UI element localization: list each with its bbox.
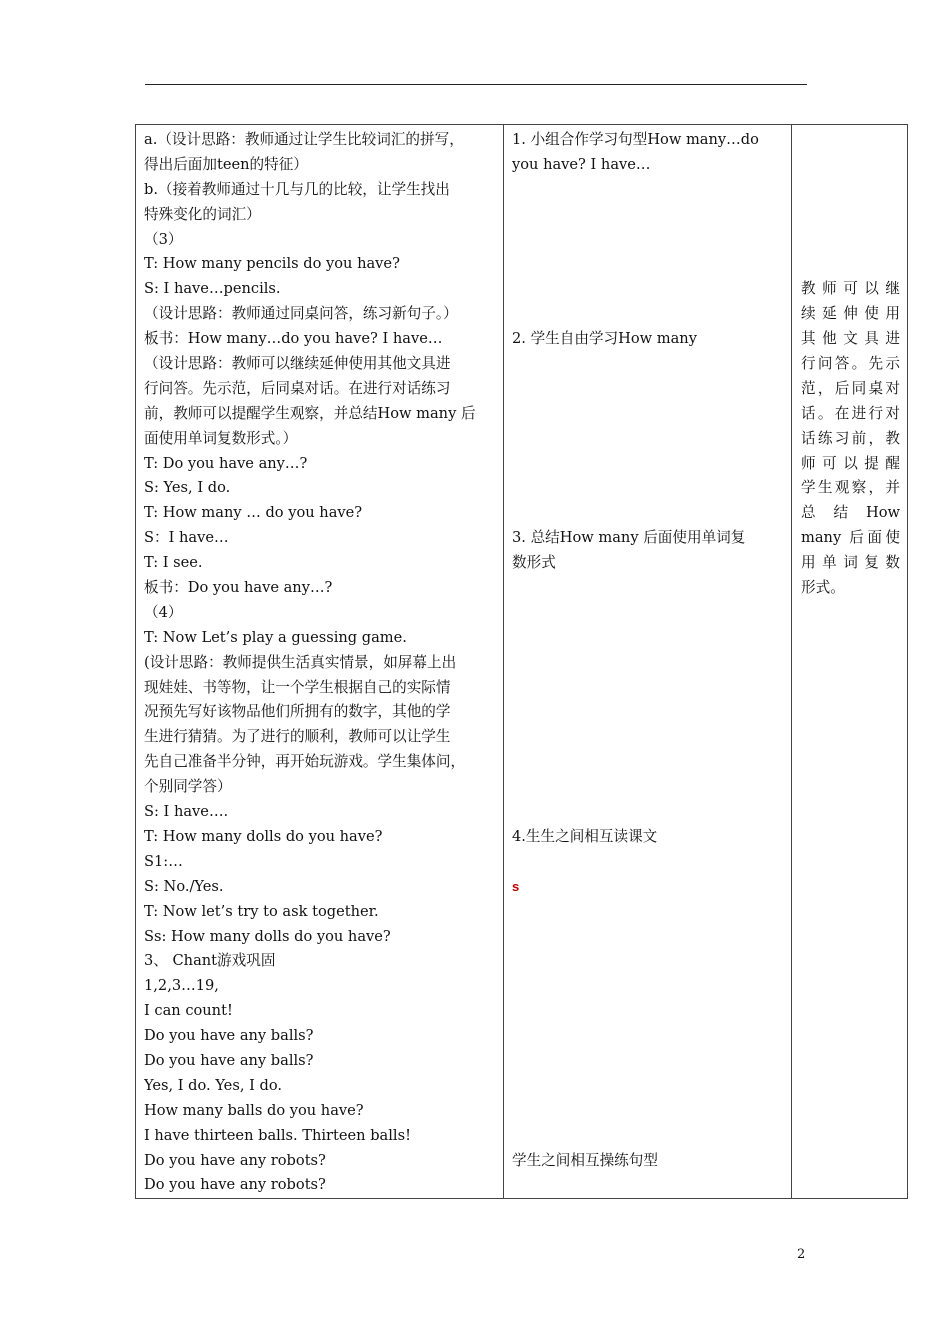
intent-line: many 后面使 (801, 529, 900, 547)
process-line: I have thirteen balls. Thirteen balls! (144, 1126, 411, 1144)
process-line: 先自己准备半分钟，再开始玩游戏。学生集体问， (144, 753, 466, 771)
activity-2: 2. 学生自由学习How many (512, 330, 697, 348)
process-line: 板书：How many…do you have? I have… (144, 330, 443, 348)
process-line: 现娃娃、书等物，让一个学生根据自己的实际情 (144, 678, 451, 696)
page-number: 2 (797, 1247, 806, 1262)
process-line: T: How many … do you have? (144, 504, 363, 522)
process-line: 况预先写好该物品他们所拥有的数字，其他的学 (144, 703, 451, 721)
process-line: （4） (144, 603, 183, 621)
lesson-plan-table (135, 124, 908, 1199)
process-line: a.（设计思路：教师通过让学生比较词汇的拼写， (144, 131, 464, 148)
process-line: T: How many pencils do you have? (144, 255, 400, 273)
process-line: 面使用单词复数形式。） (144, 429, 298, 447)
process-line: Do you have any robots? (144, 1151, 326, 1169)
table-row (136, 125, 908, 1199)
intent-line: 总 结 How (801, 504, 900, 522)
process-line: 生进行猜猜。为了进行的顺利，教师可以让学生 (144, 728, 451, 746)
activity-3-line-1: 3. 总结How many 后面使用单词复 (512, 529, 746, 547)
teaching-process-cell (136, 125, 504, 1199)
header-rule (145, 84, 807, 85)
process-line: 行问答。先示范，后同桌对话。在进行对话练习 (144, 379, 451, 397)
intent-line: 形式。 (801, 579, 845, 597)
intent-line: 其他文具进 (801, 330, 900, 348)
process-line: T: How many dolls do you have? (144, 827, 383, 845)
process-line: S: No./Yes. (144, 877, 224, 895)
teaching-process-text (136, 125, 503, 1198)
intent-line: 用单词复数 (801, 554, 900, 572)
activity-1-line-2: you have? I have… (512, 155, 651, 173)
student-activity-text (504, 125, 791, 1173)
activity-1-line-1: 1. 小组合作学习句型How many…do (512, 131, 759, 148)
process-line: S: I have…. (144, 803, 229, 821)
process-line: S: Yes, I do. (144, 479, 231, 497)
process-line: Yes, I do. Yes, I do. (144, 1076, 283, 1094)
intent-line: 话练习前，教 (801, 429, 900, 447)
process-line: 个别同学答） (144, 778, 232, 796)
process-line: 3、 Chant游戏巩固 (144, 952, 276, 970)
intent-line: 教师可以继 (801, 280, 900, 298)
process-line: I can count! (144, 1002, 233, 1020)
process-line: Do you have any robots? (144, 1176, 326, 1194)
process-line: （3） (144, 230, 183, 248)
design-intent-text (792, 125, 907, 601)
process-line: 1,2,3…19, (144, 977, 219, 995)
design-intent-cell (792, 125, 908, 1199)
process-line: T: Now Let’s play a guessing game. (144, 628, 407, 646)
intent-line: 范，后同桌对 (801, 379, 900, 397)
activity-3-line-2: 数形式 (512, 554, 556, 572)
process-line: (设计思路：教师提供生活真实情景，如屏幕上出 (144, 653, 457, 671)
process-line: S：I have… (144, 529, 229, 547)
intent-line: 续延伸使用 (801, 305, 900, 323)
process-line: Ss: How many dolls do you have? (144, 927, 391, 945)
process-line: Do you have any balls? (144, 1051, 314, 1069)
intent-line: 学生观察，并 (801, 479, 900, 497)
student-activity-cell (504, 125, 792, 1199)
process-line: 得出后面加teen的特征） (144, 155, 308, 173)
intent-line: 行问答。先示 (801, 355, 900, 373)
process-line: （设计思路：教师可以继续延伸使用其他文具进 (144, 355, 451, 373)
activity-bottom: 学生之间相互操练句型 (512, 1151, 658, 1169)
process-line: S1:… (144, 852, 183, 870)
process-line: 特殊变化的词汇） (144, 205, 261, 223)
process-line: T: Do you have any…? (144, 454, 308, 472)
process-line: How many balls do you have? (144, 1101, 364, 1119)
activity-4: 4.生生之间相互读课文 (512, 827, 658, 845)
process-line: T: I see. (144, 554, 203, 572)
process-line: b.（接着教师通过十几与几的比较，让学生找出 (144, 180, 450, 198)
process-line: 板书：Do you have any…? (144, 579, 333, 597)
red-mark: s (512, 878, 520, 894)
intent-line: 话。在进行对 (801, 404, 900, 422)
process-line: （设计思路：教师通过同桌问答，练习新句子。） (144, 305, 458, 323)
process-line: Do you have any balls? (144, 1027, 314, 1045)
process-line: S: I have…pencils. (144, 280, 281, 298)
intent-line: 师可以提醒 (801, 454, 900, 472)
process-line: 前，教师可以提醒学生观察，并总结How many 后 (144, 404, 476, 422)
process-line: T: Now let’s try to ask together. (144, 902, 379, 920)
